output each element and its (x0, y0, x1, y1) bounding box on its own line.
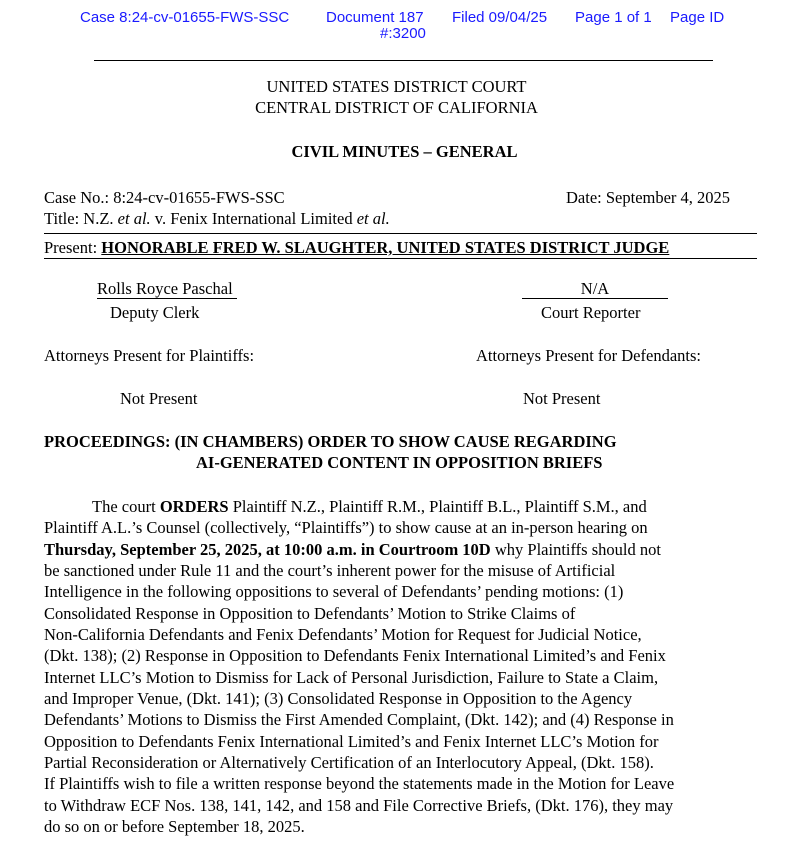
case-title-prefix: Title: N.Z. (44, 209, 118, 228)
order-line-6: Consolidated Response in Opposition to Defendants’ Motion to Strike Claims of (44, 604, 576, 623)
order-line-1 (92, 496, 793, 517)
order-line-13: Partial Reconsideration or Alternatively Certification of an Interlocutory Appeal, (Dkt. 158). (44, 753, 654, 772)
ecf-page-count: Page 1 of 1 (575, 9, 652, 26)
order-line-1a: The court (92, 497, 160, 516)
ecf-case-number: Case 8:24-cv-01655-FWS-SSC (80, 9, 290, 26)
court-reporter-name: N/A (522, 280, 668, 299)
attorneys-defendants-label: Attorneys Present for Defendants: (476, 346, 701, 365)
order-verb: ORDERS (159, 497, 229, 516)
order-line-10: and Improper Venue, (Dkt. 141); (3) Consolidated Response in Opposition to the Agency (44, 689, 633, 708)
ecf-filed-date: Filed 09/04/25 (452, 9, 548, 26)
order-line-12: Opposition to Defendants Fenix International Limited’s and Fenix Internet LLC’s Motion for (44, 732, 659, 751)
case-title-et-al-2: et al. (356, 209, 390, 228)
court-district: CENTRAL DISTRICT OF CALIFORNIA (255, 98, 538, 117)
document-type-heading: CIVIL MINUTES – GENERAL (291, 142, 518, 161)
ecf-document-number: Document 187 (326, 9, 424, 26)
order-line-14: If Plaintiffs wish to file a written response beyond the statements made in the Motion for Leave (44, 774, 675, 793)
caption-rule-top (44, 233, 757, 234)
order-line-8: (Dkt. 138); (2) Response in Opposition to Defendants Fenix International Limited’s and Fenix (44, 646, 666, 665)
order-line-5: Intelligence in the following oppositions to several of Defendants’ pending motions: (1) (44, 582, 624, 601)
order-line-9: Internet LLC’s Motion to Dismiss for Lack of Personal Jurisdiction, Failure to State a Claim, (44, 668, 659, 687)
attorneys-plaintiffs-value: Not Present (120, 389, 198, 408)
present-line (44, 237, 669, 258)
order-line-3b: why Plaintiffs should not (490, 540, 661, 559)
ecf-page-id: #:3200 (380, 25, 426, 42)
case-number: Case No.: 8:24-cv-01655-FWS-SSC (44, 188, 285, 207)
order-line-15: to Withdraw ECF Nos. 138, 141, 142, and 158 and File Corrective Briefs, (Dkt. 176), they may (44, 796, 674, 815)
order-line-4: be sanctioned under Rule 11 and the court’s inherent power for the misuse of Artificial (44, 561, 616, 580)
case-title-middle: v. Fenix International Limited (150, 209, 357, 228)
attorneys-defendants-value: Not Present (523, 389, 601, 408)
deputy-clerk-role: Deputy Clerk (110, 303, 200, 322)
order-line-7: Non-California Defendants and Fenix Defendants’ Motion for Request for Judicial Notice, (44, 625, 642, 644)
court-reporter-role: Court Reporter (541, 303, 641, 322)
ecf-page-id-label: Page ID (670, 9, 725, 26)
case-title (44, 208, 390, 229)
order-line-1c: Plaintiff N.Z., Plaintiff R.M., Plaintiff B.L., Plaintiff S.M., and (228, 497, 647, 516)
present-label: Present: (44, 238, 102, 257)
order-line-3 (44, 539, 764, 560)
case-title-et-al: et al. (117, 209, 151, 228)
proceedings-heading: PROCEEDINGS: (IN CHAMBERS) ORDER TO SHOW CAUSE REGARDING (44, 432, 617, 451)
deputy-clerk-name: Rolls Royce Paschal (97, 280, 237, 299)
order-line-2: Plaintiff A.L.’s Counsel (collectively, “Plaintiffs”) to show cause at an in-person hearing on (44, 518, 648, 537)
hearing-datetime: Thursday, September 25, 2025, at 10:00 a.m. in Courtroom 10D (44, 540, 491, 559)
order-line-11: Defendants’ Motions to Dismiss the First Amended Complaint, (Dkt. 142); and (4) Response in (44, 710, 674, 729)
attorneys-plaintiffs-label: Attorneys Present for Plaintiffs: (44, 346, 255, 365)
court-name: UNITED STATES DISTRICT COURT (266, 77, 527, 96)
header-divider (94, 60, 713, 61)
minutes-date: Date: September 4, 2025 (566, 188, 731, 207)
proceedings-subheading: AI-GENERATED CONTENT IN OPPOSITION BRIEFS (196, 453, 603, 472)
presiding-judge: HONORABLE FRED W. SLAUGHTER, UNITED STATES DISTRICT JUDGE (101, 238, 670, 257)
order-line-16: do so on or before September 18, 2025. (44, 817, 305, 836)
